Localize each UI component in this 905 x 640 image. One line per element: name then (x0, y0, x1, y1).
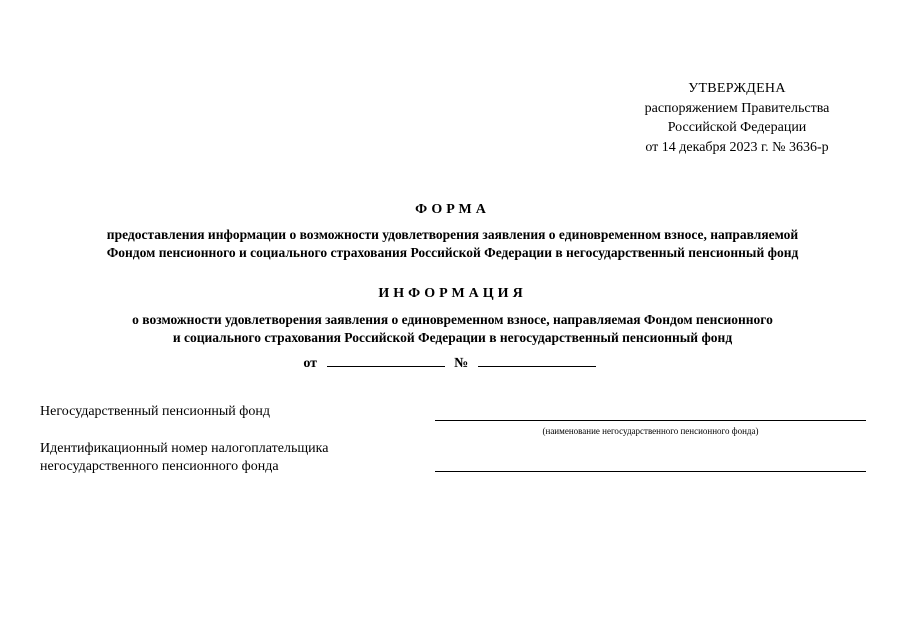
form-title: ФОРМА (415, 202, 490, 217)
number-sign: № (454, 356, 469, 371)
number-blank-field[interactable] (478, 352, 596, 367)
approval-line-2: Российской Федерации (667, 120, 807, 135)
inn-label-line-2: негосударственного пенсионного фонда (40, 459, 279, 474)
fund-label: Негосударственный пенсионный фонд (40, 404, 270, 419)
inn-label-line-1: Идентификационный номер налогоплательщика (40, 441, 329, 456)
date-blank-field[interactable] (327, 352, 445, 367)
approval-title: УТВЕРЖДЕНА (688, 81, 786, 96)
fund-name-blank-line[interactable] (435, 420, 866, 421)
information-description-line-2: и социального страхования Российской Федерации в негосударственный пенсионный фонд (172, 330, 733, 345)
form-description-line-1: предоставления информации о возможности удовлетворения заявления о единовременном взносе, направляемой (106, 227, 799, 242)
date-prefix: от (303, 356, 318, 371)
information-description (0, 311, 905, 347)
information-description-line-1: о возможности удовлетворения заявления о единовременном взносе, направляемая Фондом пенсионного (132, 312, 773, 327)
approval-stamp (617, 79, 857, 157)
information-title: ИНФОРМАЦИЯ (378, 286, 527, 301)
form-description-line-2: Фондом пенсионного и социального страхования Российской Федерации в негосударственный пенсионный фонд (106, 245, 799, 260)
form-description (0, 226, 905, 262)
date-number-line (0, 352, 905, 372)
inn-blank-line[interactable] (435, 471, 866, 472)
fund-name-hint: (наименование негосударственного пенсионного фонда) (542, 426, 759, 436)
approval-line-1: распоряжением Правительства (644, 100, 830, 116)
inn-label (40, 440, 400, 476)
approval-line-3: от 14 декабря 2023 г. № 3636-р (645, 139, 829, 155)
